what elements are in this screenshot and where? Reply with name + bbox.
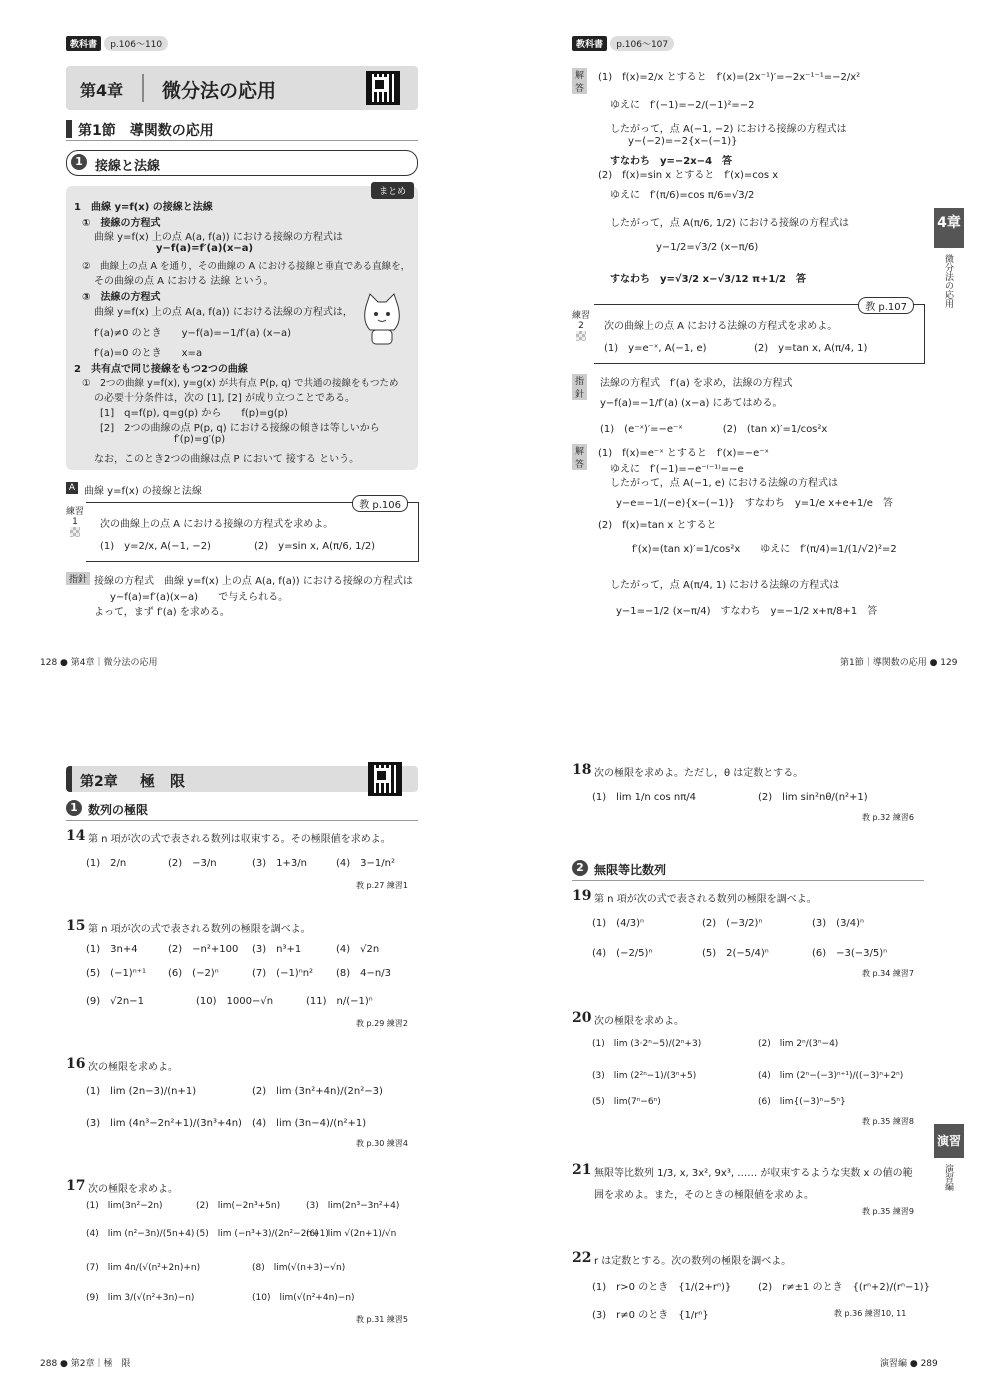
side-tab-label: 4章 (937, 215, 961, 231)
exercise-number: 1 (72, 517, 78, 527)
summary-line: y−f(a)=f′(a)(x−a) (156, 243, 254, 254)
problem-item: (3) n³+1 (252, 944, 302, 955)
answer-line: したがって，点 A(π/6, 1/2) における接線の方程式は (610, 218, 850, 229)
exercise-number: 2 (578, 321, 584, 331)
problem-item: (4) 3−1/n² (336, 858, 395, 869)
exercise-label (66, 504, 84, 540)
problem-question: r は定数とする。次の数列の極限を調べよ。 (594, 1256, 792, 1267)
problem-number: 14 (66, 828, 86, 844)
exercise-item: (1) y=e⁻ˣ, A(−1, e) (604, 343, 707, 354)
problem-item: (5) 2(−5/4)ⁿ (702, 948, 769, 959)
subsection-a-title: 曲線 y=f(x) の接線と法線 (84, 486, 202, 497)
chapter-label: 第4章 (80, 81, 124, 100)
exercise-box (594, 304, 925, 364)
problem-ref: 教 p.35 練習9 (862, 1207, 914, 1216)
exercise-dots-icon (70, 527, 80, 537)
problem-item: (4) lim (2ⁿ−(−3)ⁿ⁺¹)/((−3)ⁿ+2ⁿ) (758, 1071, 904, 1081)
problem-item: (6) −3(−3/5)ⁿ (812, 948, 888, 959)
summary-line: 1 曲線 y=f(x) の接線と法線 (74, 202, 213, 213)
summary-line: ① 2つの曲線 y=f(x), y=g(x) が共有点 P(p, q) で共通の接線をもつため (82, 378, 399, 389)
side-tab (934, 208, 964, 248)
hint-line: よって，まず f′(a) を求める。 (94, 607, 230, 618)
page-footer: 第1節｜導関数の応用 ● 129 (840, 658, 958, 668)
section-header (66, 118, 418, 141)
hint-line: y−f(a)=−1/f′(a) (x−a) にあてはめる。 (600, 398, 783, 409)
hint-line: 法線の方程式 f′(a) を求め，法線の方程式 (600, 378, 793, 389)
problem-item: (1) lim 1/n cos nπ/4 (592, 792, 696, 803)
chapter-bar (66, 766, 72, 792)
summary-line: 曲線 y=f(x) 上の点 A(a, f(a)) における接線の方程式は (94, 232, 343, 243)
subsection-a-label: A (66, 482, 78, 494)
problem-item: (9) lim 3/(√(n²+3n)−n) (86, 1293, 195, 1303)
problem-ref: 教 p.27 練習1 (356, 881, 408, 890)
answer-line: ゆえに f′(−1)=−2/(−1)²=−2 (610, 100, 755, 111)
exercise-label-text: 練習 (572, 311, 591, 321)
hint-line: (1) (e⁻ˣ)′=−e⁻ˣ (2) (tan x)′=1/cos²x (600, 424, 828, 435)
topic-title: 無限等比数列 (594, 863, 667, 877)
topic-title: 数列の極限 (88, 803, 149, 817)
problem-number: 18 (572, 762, 592, 778)
page-footer: 128 ● 第4章｜微分法の応用 (40, 658, 158, 668)
problem-item: (7) lim 4n/(√(n²+2n)+n) (86, 1263, 201, 1273)
topic-header (66, 150, 418, 176)
problem-item: (4) lim (3n−4)/(n²+1) (252, 1118, 367, 1129)
summary-line: の必要十分条件は，次の [1], [2] が成り立つことである。 (94, 393, 356, 404)
chapter-label: 第2章 (80, 774, 118, 790)
problem-item: (1) lim(3n²−2n) (86, 1201, 163, 1211)
chapter-title: 微分法の応用 (162, 80, 277, 102)
answer-line: ゆえに f′(−1)=−e⁻⁽⁻¹⁾=−e (610, 464, 744, 475)
problem-item: (2) −3/n (168, 858, 217, 869)
exercise-item: (1) y=2/x, A(−1, −2) (100, 541, 211, 552)
summary-line: f′(a)≠0 のとき y−f(a)=−1/f′(a) (x−a) (94, 328, 292, 339)
topic-header (66, 800, 418, 821)
tag-ref: p.106〜110 (104, 36, 168, 51)
problem-ref: 教 p.32 練習6 (862, 813, 914, 822)
problem-item: (1) 3n+4 (86, 944, 138, 955)
problem-number: 16 (66, 1056, 86, 1072)
exercise-ref: 教 p.107 (858, 297, 914, 314)
problem-question: 次の極限を求めよ。 (594, 1016, 684, 1027)
summary-line: その曲線の点 A における 法線 という。 (94, 276, 274, 287)
problem-item: (10) lim(√(n²+4n)−n) (252, 1293, 355, 1303)
summary-line: なお，このとき2つの曲線は点 P において 接する という。 (94, 454, 360, 465)
problem-item: (7) (−1)ⁿn² (252, 968, 314, 979)
problem-item: (2) −n²+100 (168, 944, 239, 955)
mascot-icon (358, 292, 406, 346)
summary-box (66, 186, 418, 470)
answer-line: したがって，点 A(−1, e) における法線の方程式は (610, 478, 839, 489)
tag-label: 教科書 (572, 36, 607, 51)
problem-number: 17 (66, 1178, 86, 1194)
problem-question: 次の極限を求めよ。ただし，θ は定数とする。 (594, 768, 804, 779)
problem-ref: 教 p.34 練習7 (862, 969, 914, 978)
problem-item: (2) lim sin²nθ/(n²+1) (758, 792, 868, 803)
exercise-question: 次の曲線上の点 A における法線の方程式を求めよ。 (604, 321, 838, 332)
problem-ref: 教 p.30 練習4 (356, 1139, 408, 1148)
summary-line: [1] q=f(p), q=g(p) から f(p)=g(p) (100, 408, 288, 419)
problem-item: (6) (−2)ⁿ (168, 968, 219, 979)
answer-label: 解答 (572, 444, 587, 470)
qr-code-icon (366, 71, 400, 105)
exercise-ref: 教 p.106 (352, 495, 408, 512)
problem-item: (2) lim 2ⁿ/(3ⁿ−4) (758, 1039, 839, 1049)
exercise-question: 次の曲線上の点 A における接線の方程式を求めよ。 (100, 519, 334, 530)
problem-number: 20 (572, 1010, 592, 1026)
problem-question: 無限等比数列 1/3, x, 3x², 9x³, …… が収束するような実数 x の値の範 (594, 1168, 913, 1179)
problem-item: (6) lim √(2n+1)/√n (306, 1229, 397, 1239)
answer-line: すなわち y=−2x−4 答 (610, 156, 733, 167)
answer-line: (1) f(x)=e⁻ˣ とすると f′(x)=−e⁻ˣ (598, 448, 769, 459)
problem-item: (4) lim (n²−3n)/(5n+4) (86, 1229, 195, 1239)
problem-number: 19 (572, 888, 592, 904)
problem-item: (11) n/(−1)ⁿ (306, 996, 373, 1007)
topic-number: 1 (66, 800, 82, 816)
problem-question: 第 n 項が次の式で表される数列は収束する。その極限値を求めよ。 (88, 834, 391, 845)
problem-item: (5) (−1)ⁿ⁺¹ (86, 968, 146, 979)
side-text: 演習編 (943, 1164, 953, 1191)
summary-badge: まとめ (371, 182, 414, 199)
problem-question: 第 n 項が次の式で表される数列の極限を調べよ。 (594, 894, 817, 905)
answer-line: したがって，点 A(−1, −2) における接線の方程式は (610, 124, 847, 135)
hint-label: 指針 (66, 572, 90, 585)
problem-question-cont: 囲を求めよ。また，そのときの極限値を求めよ。 (594, 1190, 814, 1201)
problem-ref: 教 p.31 練習5 (356, 1315, 408, 1324)
problem-item: (3) (3/4)ⁿ (812, 918, 865, 929)
hint-line: 接線の方程式 曲線 y=f(x) 上の点 A(a, f(a)) における接線の方程式は (94, 576, 413, 587)
summary-line: 曲線 y=f(x) 上の点 A(a, f(a)) における法線の方程式は， (94, 307, 353, 318)
section-bar (66, 120, 72, 138)
problem-item: (1) r>0 のとき {1/(2+rⁿ)} (592, 1282, 732, 1293)
problem-question: 第 n 項が次の式で表される数列の極限を調べよ。 (88, 924, 311, 935)
problem-number: 15 (66, 918, 86, 934)
answer-line: したがって，点 A(π/4, 1) における法線の方程式は (610, 580, 840, 591)
problem-item: (4) √2n (336, 944, 380, 955)
chapter-header (66, 66, 418, 110)
answer-line: (2) f(x)=tan x とすると (598, 520, 717, 531)
problem-ref: 教 p.29 練習2 (356, 1019, 408, 1028)
problem-item: (3) r≠0 のとき {1/rⁿ} (592, 1310, 709, 1321)
exercise-dots-icon (576, 331, 586, 341)
answer-line: ゆえに f′(π/6)=cos π/6=√3/2 (610, 190, 755, 201)
problem-item: (3) lim(2n³−3n²+4) (306, 1201, 400, 1211)
problem-item: (8) 4−n/3 (336, 968, 391, 979)
exercise-label-text: 練習 (66, 507, 85, 517)
problem-item: (6) lim{(−3)ⁿ−5ⁿ} (758, 1097, 846, 1107)
answer-line: f′(x)=(tan x)′=1/cos²x ゆえに f′(π/4)=1/(1/√2)²=2 (632, 544, 897, 555)
problem-item: (1) (4/3)ⁿ (592, 918, 645, 929)
qr-code-icon (368, 762, 402, 796)
problem-item: (8) lim(√(n+3)−√n) (252, 1263, 346, 1273)
exercise-label (572, 308, 590, 344)
problem-item: (2) (−3/2)ⁿ (702, 918, 763, 929)
problem-item: (4) (−2/5)ⁿ (592, 948, 653, 959)
page-footer: 288 ● 第2章｜極 限 (40, 1359, 131, 1369)
problem-item: (3) lim (4n³−2n²+1)/(3n³+4n) (86, 1118, 242, 1129)
chapter-divider (142, 74, 144, 102)
answer-line: y−(−2)=−2{x−(−1)} (628, 136, 738, 147)
exercise-item: (2) y=tan x, A(π/4, 1) (754, 343, 868, 354)
problem-question: 次の極限を求めよ。 (88, 1062, 178, 1073)
problem-ref: 教 p.36 練習10, 11 (834, 1309, 907, 1318)
problem-question: 次の極限を求めよ。 (88, 1184, 178, 1195)
tag-label: 教科書 (66, 36, 101, 51)
problem-item: (10) 1000−√n (196, 996, 274, 1007)
topic-number: 2 (572, 860, 588, 876)
chapter-title: 極 限 (140, 772, 186, 790)
problem-ref: 教 p.35 練習8 (862, 1117, 914, 1126)
summary-line: ③ 法線の方程式 (82, 292, 161, 303)
problem-item: (2) r≠±1 のとき {(rⁿ+2)/(rⁿ−1)} (758, 1282, 930, 1293)
problem-item: (3) lim (2²ⁿ−1)/(3ⁿ+5) (592, 1071, 697, 1081)
side-tab-label: 演習 (936, 1134, 961, 1148)
answer-line: y−1/2=√3/2 (x−π/6) (656, 242, 759, 253)
answer-line: (2) f(x)=sin x とすると f′(x)=cos x (598, 170, 779, 181)
problem-number: 21 (572, 1162, 592, 1178)
summary-line: f′(a)=0 のとき x=a (94, 348, 203, 359)
topic-header (572, 860, 924, 881)
problem-item: (2) lim(−2n³+5n) (196, 1201, 281, 1211)
hint-line: y−f(a)=f′(a)(x−a) で与えられる。 (110, 592, 289, 603)
tag-ref: p.106〜107 (610, 36, 674, 51)
chapter-header (66, 766, 418, 792)
problem-item: (1) lim (3·2ⁿ−5)/(2ⁿ+3) (592, 1039, 702, 1049)
answer-label: 解答 (572, 68, 587, 94)
topic-number: 1 (71, 154, 87, 170)
section-title: 第1節 導関数の応用 (78, 123, 214, 139)
summary-line: [2] 2つの曲線の点 P(p, q) における接線の傾きは等しいから (100, 423, 380, 434)
answer-line: すなわち y=√3/2 x−√3/12 π+1/2 答 (610, 274, 806, 285)
answer-line: y−1=−1/2 (x−π/4) すなわち y=−1/2 x+π/8+1 答 (616, 606, 878, 617)
answer-line: y−e=−1/(−e){x−(−1)} すなわち y=1/e x+e+1/e 答 (616, 498, 893, 509)
summary-line: ① 接線の方程式 (82, 218, 161, 229)
side-text: 微分法の応用 (943, 254, 953, 308)
textbook-tag (66, 36, 168, 51)
problem-item: (5) lim(7ⁿ−6ⁿ) (592, 1097, 661, 1107)
topic-title: 接線と法線 (95, 159, 161, 174)
problem-item: (2) lim (3n²+4n)/(2n²−3) (252, 1086, 383, 1097)
problem-item: (1) lim (2n−3)/(n+1) (86, 1086, 197, 1097)
summary-line: f′(p)=g′(p) (174, 434, 226, 445)
problem-item: (5) lim (−n³+3)/(2n²−2n+1) (196, 1229, 329, 1239)
problem-item: (9) √2n−1 (86, 996, 144, 1007)
problem-number: 22 (572, 1250, 592, 1266)
summary-line: 2 共有点で同じ接線をもつ2つの曲線 (74, 364, 248, 375)
hint-label: 指針 (572, 374, 587, 400)
answer-line: (1) f(x)=2/x とすると f′(x)=(2x⁻¹)′=−2x⁻¹⁻¹=−2/x² (598, 72, 861, 83)
page-footer: 演習編 ● 289 (880, 1359, 938, 1369)
problem-item: (3) 1+3/n (252, 858, 307, 869)
exercise-item: (2) y=sin x, A(π/6, 1/2) (254, 541, 376, 552)
exercise-box (86, 502, 419, 562)
problem-item: (1) 2/n (86, 858, 127, 869)
textbook-tag (572, 36, 674, 51)
summary-line: ② 曲線上の点 A を通り，その曲線の A における接線と垂直である直線を， (82, 261, 411, 272)
side-tab (934, 1124, 964, 1158)
